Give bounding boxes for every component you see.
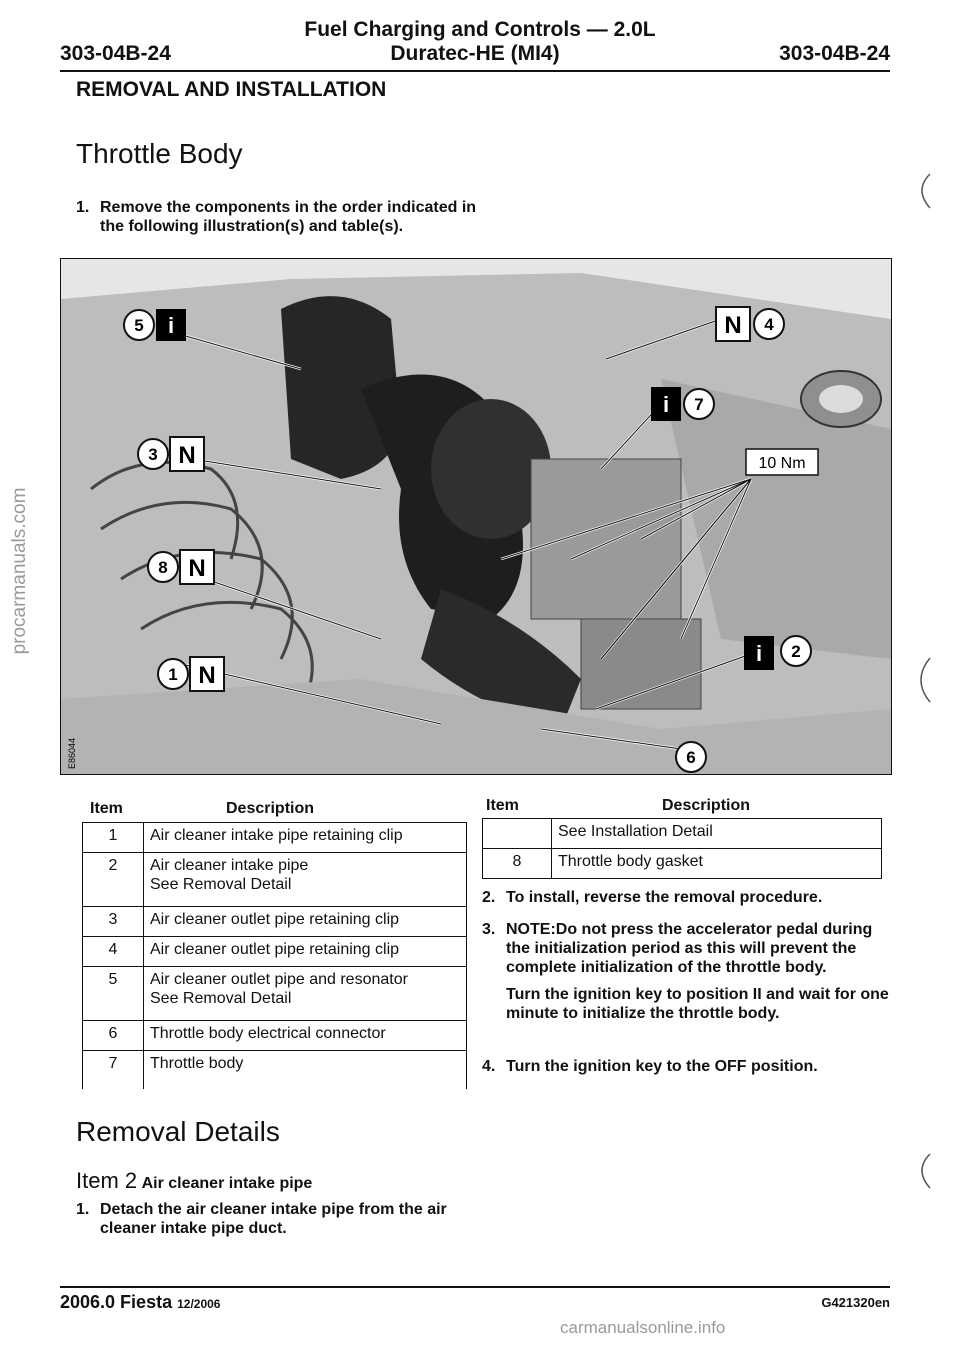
callout-6-number: 6 (686, 748, 696, 767)
torque-value: 10 Nm (758, 455, 806, 472)
item-number: 5 (83, 967, 144, 1021)
step-4-text: Turn the ignition key to the OFF position. (506, 1058, 818, 1075)
torque-label (746, 449, 818, 475)
table-row (83, 853, 467, 907)
item-number: 8 (483, 849, 552, 879)
step-2 (482, 888, 892, 907)
info-icon: i (167, 313, 175, 338)
item-description: Air cleaner intake pipe See Removal Detail (144, 853, 467, 907)
item-number: 7 (83, 1051, 144, 1089)
step-3 (482, 920, 892, 1023)
right-items-table (482, 818, 882, 879)
header-row (60, 42, 890, 70)
step-3-note: NOTE:Do not press the accelerator pedal during the initialization period as this will prevent the complete initialization of the throttle body. (506, 921, 873, 976)
document-subtitle: Duratec-HE (MI4) (390, 42, 560, 65)
removal-item-prefix: Item 2 (76, 1168, 138, 1193)
item-number: 1 (83, 823, 144, 853)
item-number: 4 (83, 937, 144, 967)
left-items-table (82, 822, 467, 1089)
page-number-left: 303-04B-24 (60, 42, 171, 65)
procedure-title: Throttle Body (76, 138, 243, 169)
new-part-icon: N (178, 442, 196, 469)
new-part-icon: N (198, 662, 216, 689)
item-number: 3 (83, 907, 144, 937)
binding-mark (900, 650, 940, 710)
callout-8-number: 8 (158, 558, 168, 577)
figure-code: E86044 (67, 737, 77, 769)
info-icon: i (755, 641, 763, 666)
item-number (483, 819, 552, 849)
callout-4-number: 4 (764, 315, 774, 334)
table-row (83, 1051, 467, 1089)
step-1 (76, 198, 496, 236)
new-part-icon: N (724, 312, 742, 339)
step-2-number: 2. (482, 889, 496, 906)
header-rule (60, 70, 890, 72)
table-row (483, 819, 882, 849)
engine-bay-drawing (61, 259, 891, 774)
item-description: Air cleaner outlet pipe retaining clip (144, 937, 467, 967)
issue-date: 12/2006 (177, 1297, 221, 1311)
removal-item-name: Air cleaner intake pipe (141, 1175, 313, 1192)
callout-7-number: 7 (694, 395, 704, 414)
removal-step-1-text: Detach the air cleaner intake pipe from the air cleaner intake pipe duct. (100, 1201, 447, 1237)
callout-1 (158, 657, 224, 691)
removal-step-1-number: 1. (76, 1201, 90, 1218)
callout-3-number: 3 (148, 445, 158, 464)
item-description: Air cleaner outlet pipe retaining clip (144, 907, 467, 937)
info-icon: i (662, 392, 670, 417)
table-row (83, 823, 467, 853)
callout-6 (676, 742, 706, 772)
step-2-text: To install, reverse the removal procedure. (506, 889, 823, 906)
left-col-desc-header: Description (226, 800, 315, 817)
right-col-desc-header: Description (662, 797, 751, 814)
table-row (483, 849, 882, 879)
step-4 (482, 1057, 892, 1076)
step-4-number: 4. (482, 1058, 496, 1075)
table-row (83, 1021, 467, 1051)
bottom-watermark: carmanualsonline.info (560, 1318, 726, 1337)
step-1-text: Remove the components in the order indicated in the following illustration(s) and table(s). (100, 199, 477, 235)
callout-8 (148, 550, 214, 584)
table-row (83, 937, 467, 967)
page-number-right: 303-04B-24 (779, 42, 890, 65)
footer-model (60, 1292, 220, 1313)
left-col-item-header: Item (90, 800, 123, 817)
model-year: 2006.0 Fiesta (60, 1292, 173, 1312)
item-number: 2 (83, 853, 144, 907)
item-description: Throttle body gasket (552, 849, 882, 879)
document-title: Fuel Charging and Controls — 2.0L (304, 18, 656, 41)
footer-rule (60, 1286, 890, 1288)
item-description: Throttle body electrical connector (144, 1021, 467, 1051)
section-heading: REMOVAL AND INSTALLATION (76, 78, 387, 101)
item-note: See Removal Detail (150, 876, 292, 893)
item-note: See Removal Detail (150, 990, 292, 1007)
engine-illustration (60, 258, 892, 775)
right-col-item-header: Item (486, 797, 519, 814)
item-description: Air cleaner outlet pipe and resonator See Removal Detail (144, 967, 467, 1021)
side-watermark: procarmanuals.com (9, 487, 30, 655)
step-1-number: 1. (76, 199, 90, 216)
removal-details-title: Removal Details (76, 1116, 280, 1147)
table-row (83, 907, 467, 937)
callout-4 (716, 307, 784, 341)
callout-5-number: 5 (134, 316, 144, 335)
callout-2-number: 2 (791, 642, 801, 661)
footer-code: G421320en (821, 1295, 890, 1310)
step-3-number: 3. (482, 921, 496, 938)
binding-mark (900, 168, 940, 218)
binding-mark (900, 1148, 940, 1198)
table-row (83, 967, 467, 1021)
removal-step-1 (76, 1200, 496, 1238)
new-part-icon: N (188, 555, 206, 582)
item-description: Throttle body (144, 1051, 467, 1089)
item-description: Air cleaner intake pipe retaining clip (144, 823, 467, 853)
removal-item-heading (76, 1168, 312, 1194)
step-3-text: Turn the ignition key to position II and wait for one minute to initialize the throttle body. (506, 986, 889, 1022)
item-description: See Installation Detail (552, 819, 882, 849)
callout-1-number: 1 (168, 665, 178, 684)
callout-3 (138, 437, 204, 471)
item-number: 6 (83, 1021, 144, 1051)
